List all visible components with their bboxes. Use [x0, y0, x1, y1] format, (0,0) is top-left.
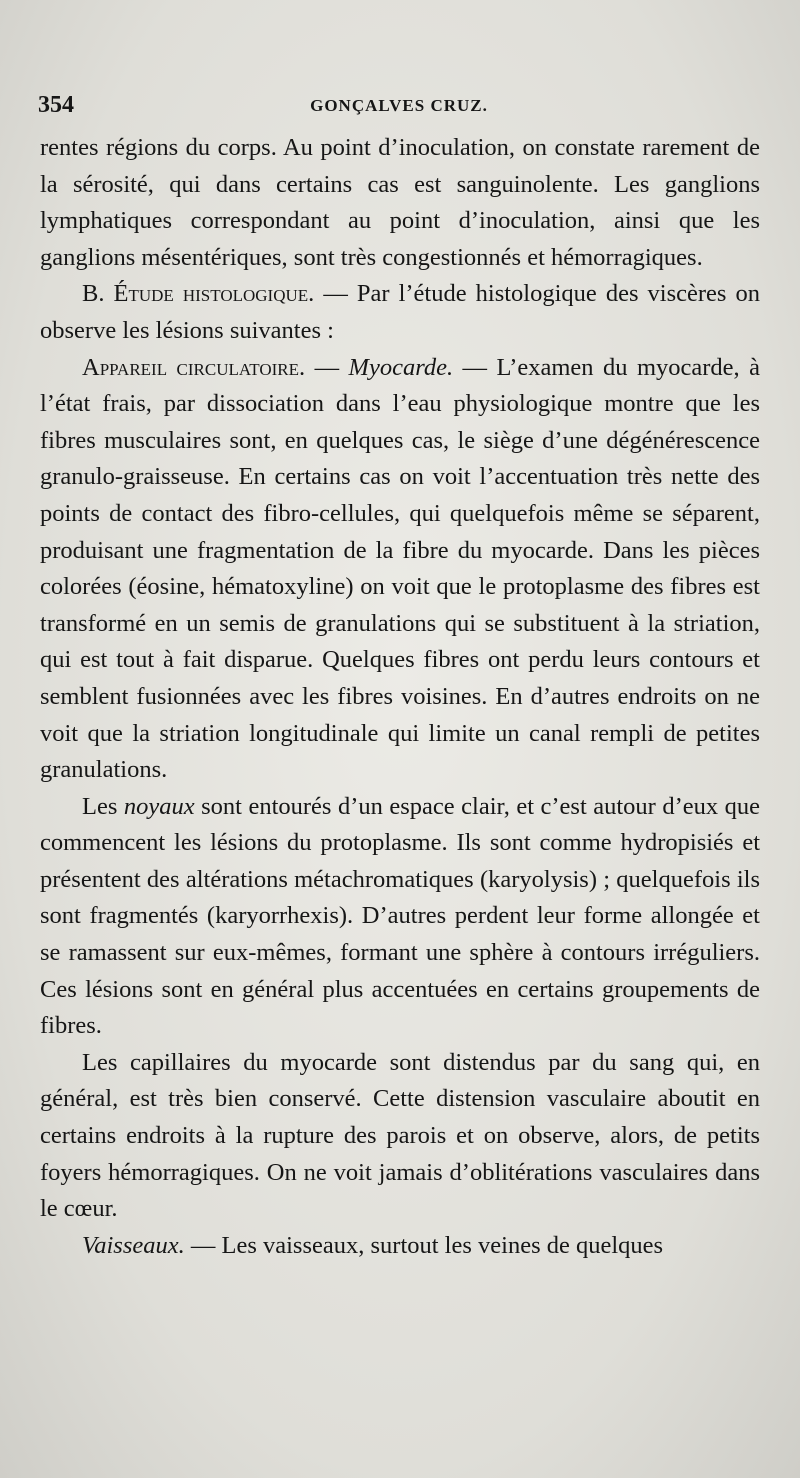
page-number: 354 — [38, 92, 74, 118]
page-body — [40, 130, 760, 1264]
section-heading-histology: Étude histologique. — [113, 280, 315, 308]
term-noyaux: noyaux — [123, 792, 195, 820]
paragraph-2 — [40, 276, 760, 349]
paragraph-3 — [40, 350, 760, 789]
paragraph-1: rentes régions du corps. Au point d’inoculation, on constate rarement de la sérosité, qui dans certains cas est sanguinolente. Les ganglions lymphatiques correspondant au point d’inoculation, ainsi que les ganglions mésentériques, sont très congestionnés et hémorragiques. — [40, 134, 760, 271]
subheading-myocarde: Myocarde. — [348, 353, 454, 381]
paragraph-3-text: — L’examen du myocarde, à l’état frais, par dissociation dans l’eau physiologique montre que les fibres musculaires sont, en quelques cas, le siège d’une dégénérescence granulo-graisseuse. En certains cas on voit l’accentuation très nette des points de contact des fibro-cellules, qui quelquefois même se séparent, produisant une fragmentation de la fibre du myocarde. Dans les pièces colorées (éosine, hématoxyline) on voit que le protoplasme des fibres est transformé en un semis de granulations qui se substituent à la striation, qui est tout à fait disparue. Quelques fibres ont perdu leurs contours et semblent fusionnées avec les fibres voisines. En d’autres endroits on ne voit que la striation longitudinale qui limite un canal rempli de petites granulations. — [40, 353, 760, 784]
paragraph-4-lead: Les — [82, 792, 124, 820]
page-header — [38, 92, 760, 124]
subheading-vaisseaux: Vaisseaux. — [82, 1231, 185, 1259]
paragraph-5: Les capillaires du myocarde sont distendus par du sang qui, en général, est très bien conservé. Cette distension vasculaire aboutit en certains endroits à la rupture des parois et on observe, alors, de petits foyers hémorragiques. On ne voit jamais d’oblitérations vasculaires dans le cœur. — [40, 1048, 760, 1223]
running-head: GONÇALVES CRUZ. — [310, 96, 488, 115]
paragraph-6 — [40, 1228, 760, 1265]
paragraph-2-text: — Par l’étude histologique des viscères on observe les lésions suivantes : — [40, 280, 760, 344]
paragraph-6-text: — Les vaisseaux, surtout les veines de quelques — [184, 1231, 664, 1259]
section-heading-circulatory: Appareil circulatoire. — [82, 353, 306, 381]
paragraph-3-dash: — — [305, 353, 349, 381]
paragraph-2-lead: B. — [82, 280, 114, 308]
paragraph-4-text: sont entourés d’un espace clair, et c’est autour d’eux que commencent les lésions du protoplasme. Ils sont comme hydropisiés et présentent des altérations métachromatiques (karyolysis) ; quelquefois ils sont fragmentés (karyorrhexis). D’autres perdent leur forme allongée et se ramassent sur eux-mêmes, formant une sphère à contours irréguliers. Ces lésions sont en général plus accentuées en certains groupements de fibres. — [40, 792, 760, 1040]
paragraph-4 — [40, 789, 760, 1045]
